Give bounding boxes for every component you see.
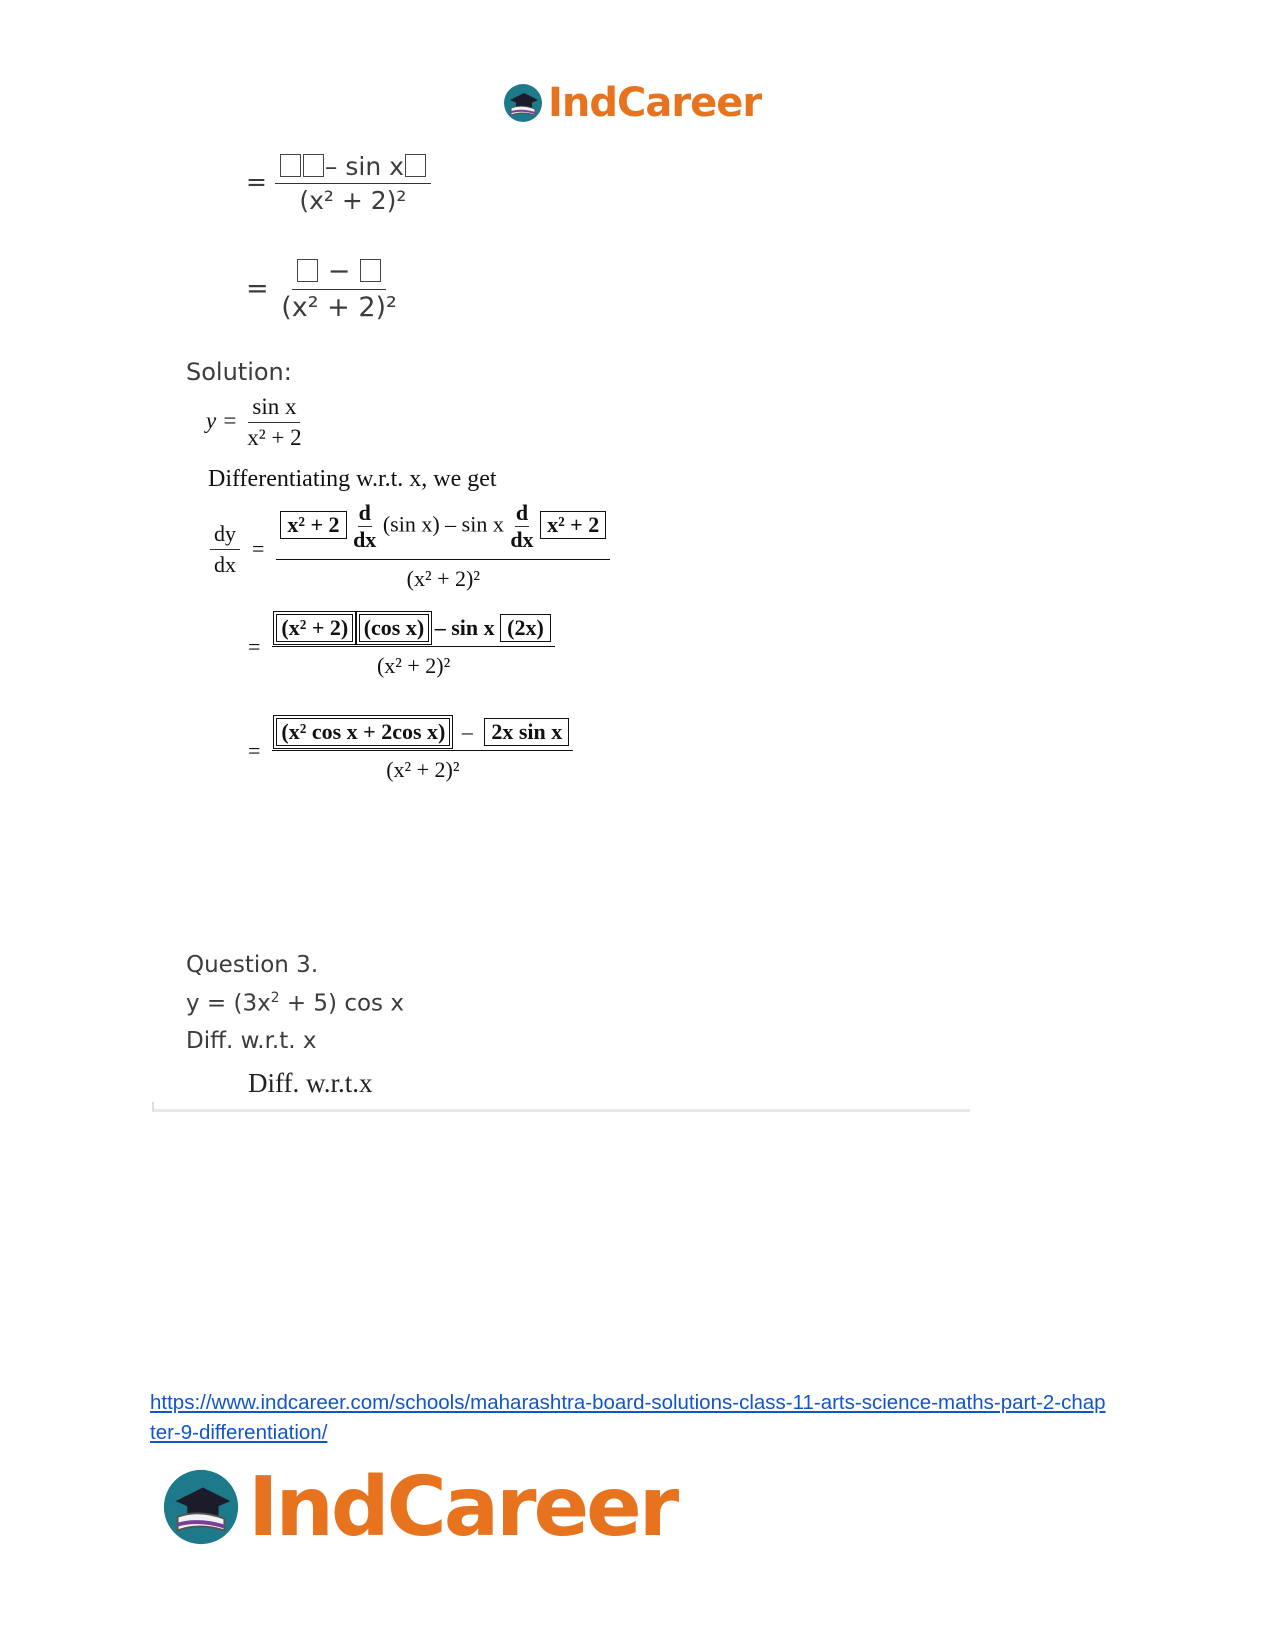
graduation-cap-book-icon [160, 1466, 242, 1548]
blank-box [303, 154, 324, 177]
blank-box [280, 154, 301, 177]
differentiating-text: Differentiating w.r.t. x, we get [208, 466, 497, 492]
derivative-line-2: = $\frac{\text{(x² + 2) (cos x) – sin x (2x)}}{\text{(x² + 2)²}}$ [248, 614, 555, 679]
source-url-link[interactable]: https://www.indcareer.com/schools/maharashtra-board-solutions-class-11-arts-science-maths-part-2-chapter-9-differentiation/ [150, 1391, 1106, 1444]
y-definition: y = $\frac{\text{sin x}}{\text{x² + 2}}$ [206, 394, 302, 450]
boxed-term: (cos x) [359, 614, 429, 642]
blank-box [360, 259, 381, 282]
logo-wordmark: IndCareer [248, 1459, 677, 1555]
boxed-term: (x² + 2) [276, 614, 353, 642]
graduation-cap-book-icon [502, 82, 544, 124]
step2-equation: = $\frac{-}{\text{(x² + 2)²}}$ [246, 256, 397, 323]
derivative-line-1: $\frac{dy}{dx}$ = x² + 2 $\frac{d}{dx}$ (sin x) – sin x $\frac{d}{dx}$ x² + 2 (x² + 2)² [210, 506, 610, 592]
step1-equation: = $\frac{\text{– sin x}}{\text{(x² + 2)²}}$ [246, 152, 431, 215]
blank-box [405, 154, 426, 177]
boxed-term: x² + 2 [280, 511, 346, 539]
blank-box [297, 259, 318, 282]
indcareer-logo-bottom [160, 1459, 677, 1555]
derivative-line-3: = $\frac{\text{(x² cos x + 2cos x) – 2x sin x}}{\text{(x² + 2)²}}$ [248, 718, 573, 783]
boxed-term: (2x) [500, 614, 551, 642]
boxed-term: 2x sin x [484, 718, 569, 746]
indcareer-logo-top [502, 78, 761, 128]
question-equation: $y = (3x^2 + 5)$ cos x [186, 990, 404, 1017]
diff-wrt-serif-text: Diff. w.r.t.x [248, 1068, 373, 1098]
panel-edge [152, 1102, 970, 1112]
diff-wrt-text: Diff. w.r.t. x [186, 1028, 317, 1054]
boxed-term: x² + 2 [540, 511, 606, 539]
logo-wordmark: IndCareer [548, 80, 762, 126]
question-label: Question 3. [186, 952, 319, 978]
solution-label: Solution: [186, 358, 292, 386]
boxed-term: (x² cos x + 2cos x) [276, 718, 450, 746]
